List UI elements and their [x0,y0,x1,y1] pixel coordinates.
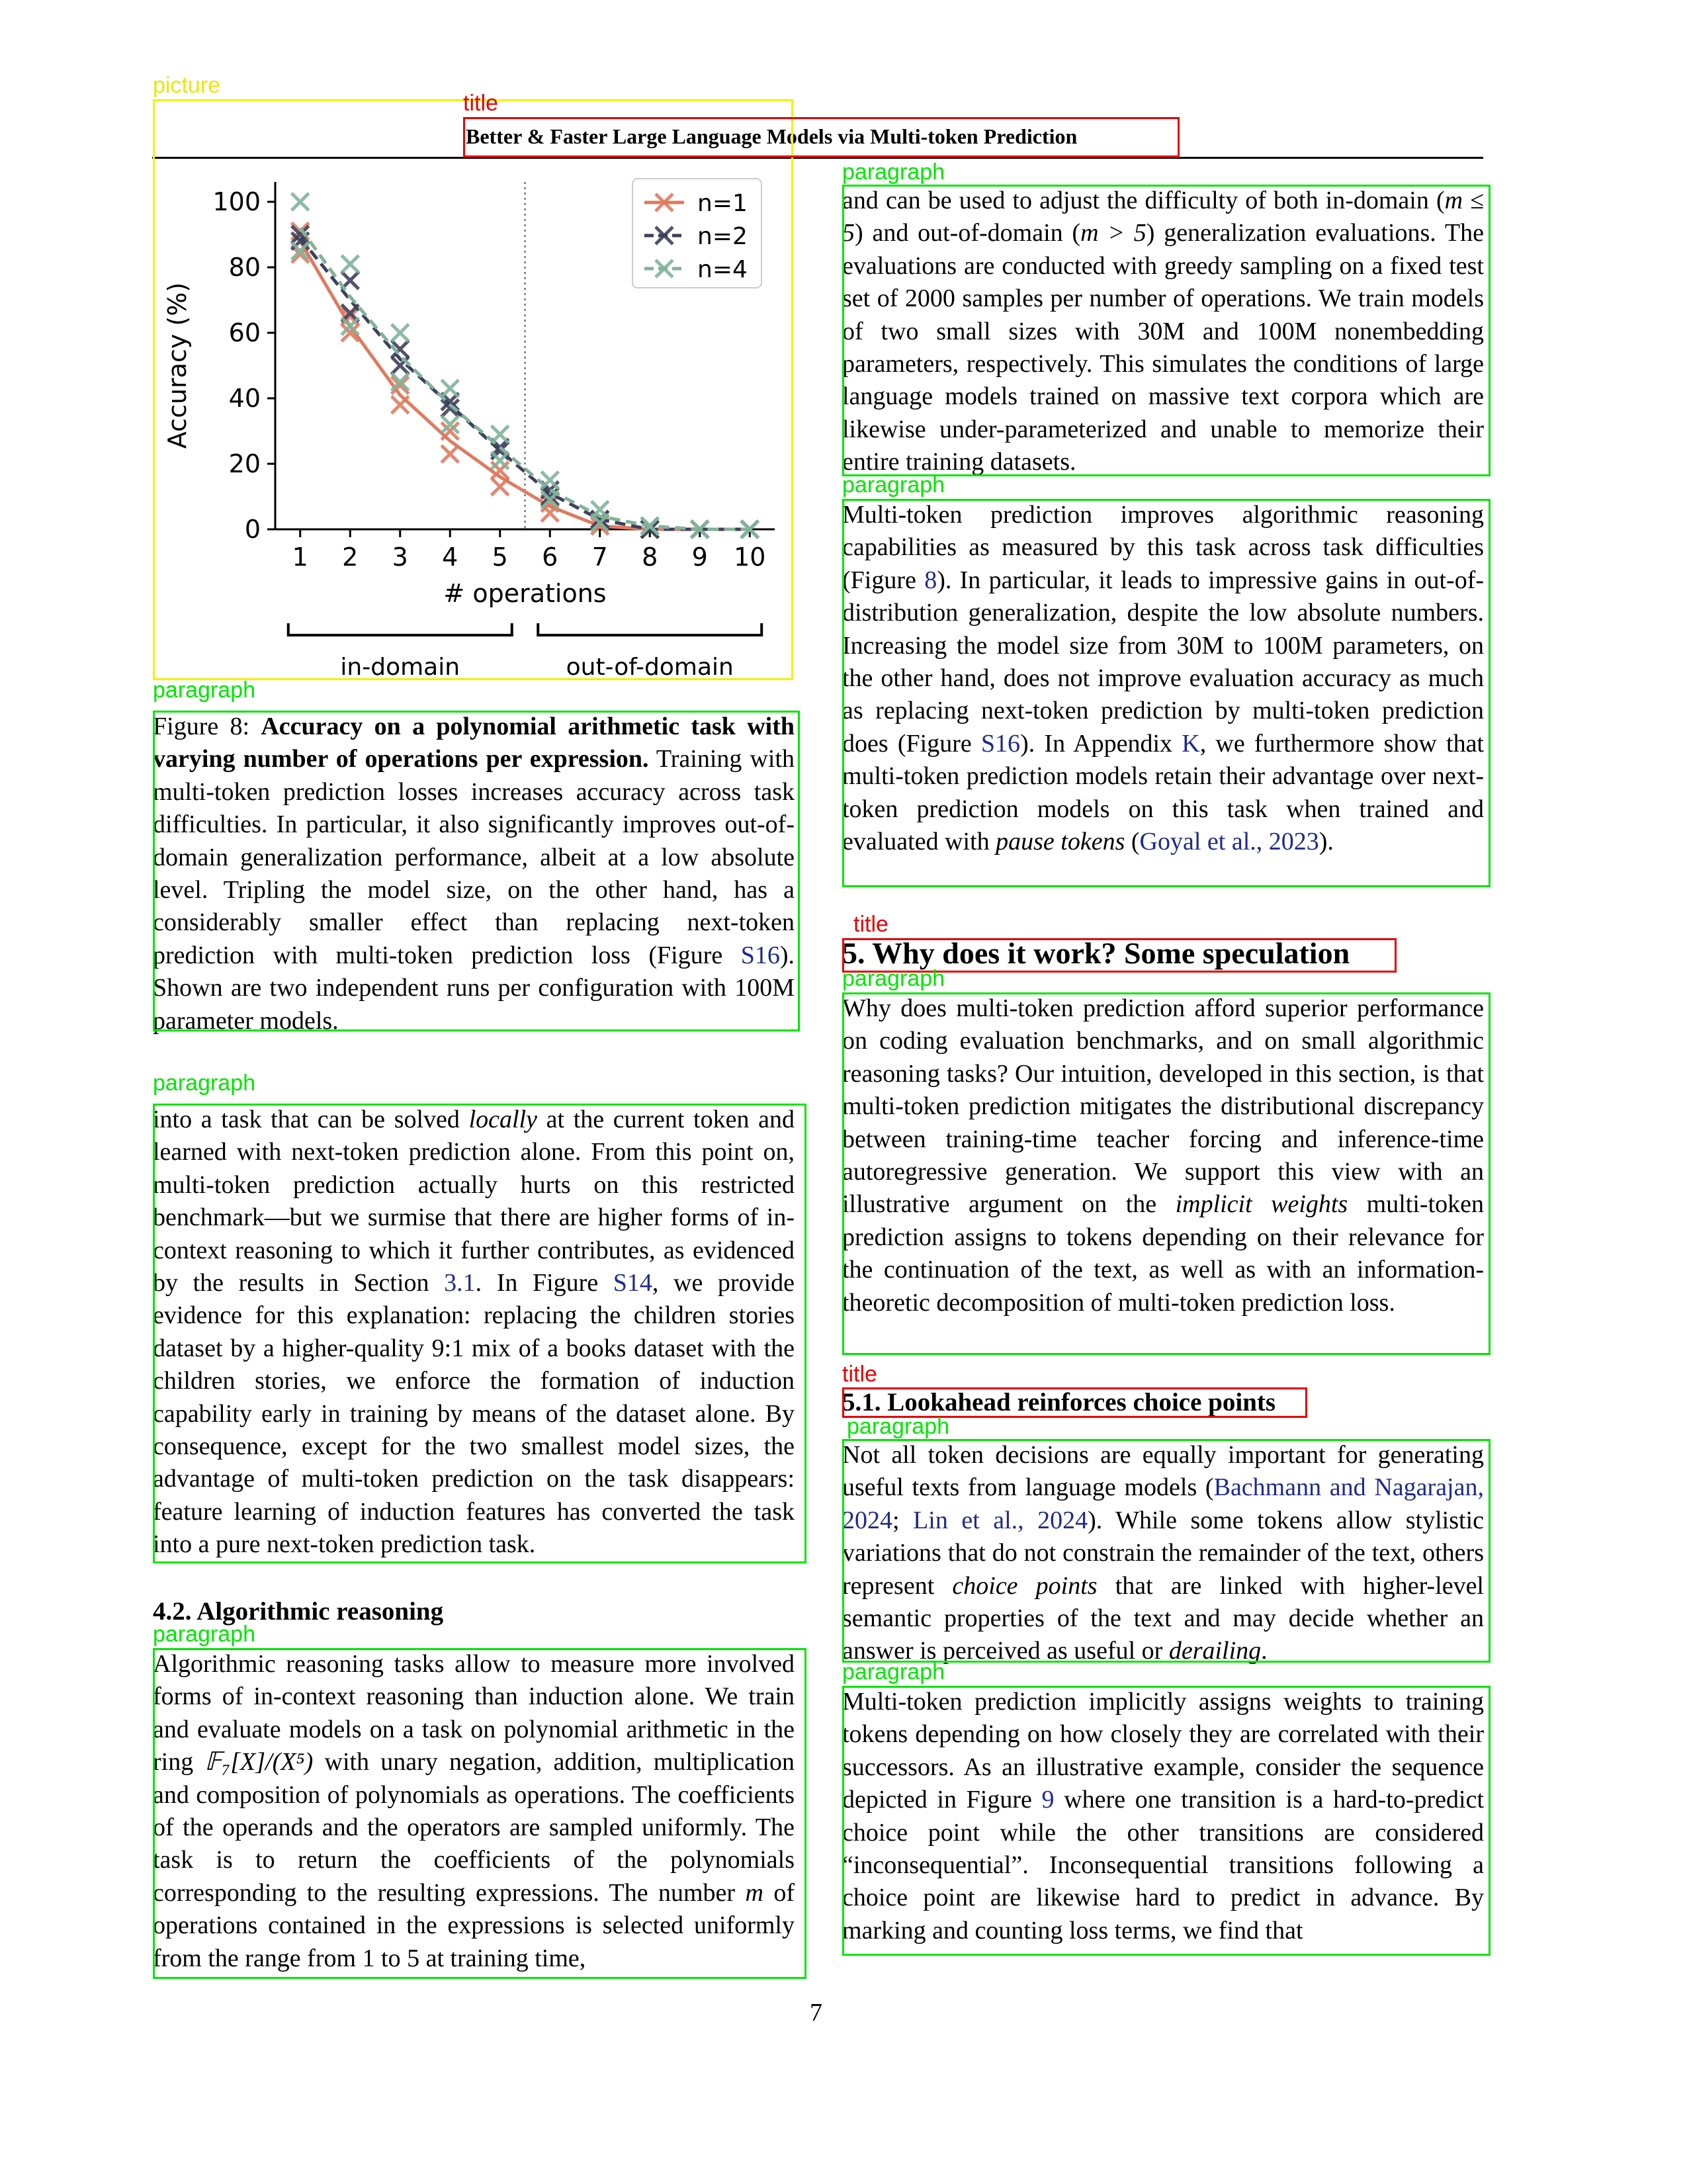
math-m: m [745,1878,763,1907]
text-run: with unary negation, addition, multiplication and composition of polynomials as operations. The coefficients of the operands and the operators are sampled uniformly. The task is to return the coefficients of the polynomials corresponding to the resulting expressions. The number [153,1748,795,1907]
legend-label-n=4: n=4 [697,256,748,283]
caption-text-2: ). Shown are two independent runs per configuration with 100M parameter models. [153,941,795,1035]
figure-8-link[interactable]: 8 [924,566,937,594]
text-run: into a task that can be solved [153,1106,469,1133]
paragraph-annotation-label: paragraph [153,1070,256,1096]
text-run: Multi-token prediction implicitly assigns weights to training tokens depending on how closely they are correlated with their successors. As an illustrative example, consider the sequence depicted in Figure [842,1688,1484,1814]
text-run: where one transition is a hard-to-predict choice point while the other transitions are considered “inconsequential”. Inconsequential transitions following a choice point are likewise hard to predict in advance. By marking and counting loss terms, we find that [842,1786,1484,1944]
math-out-of-domain: m > 5 [1080,219,1146,247]
section-3-1-link[interactable]: 3.1 [444,1269,476,1297]
italic-run: derailing [1168,1637,1262,1665]
paragraph-annotation-box [153,711,800,1031]
x-tick-label: 4 [442,543,458,572]
caption-label: Figure 8: [153,713,261,740]
running-header-title: Better & Faster Large Language Models via Multi-token Prediction [466,124,1078,148]
text-run: . [1261,1637,1268,1665]
goyal-citation-link[interactable]: Goyal et al., 2023 [1139,828,1319,856]
x-tick-label: 2 [342,543,359,572]
x-axis-label: # operations [443,579,607,608]
italic-run: implicit weights [1175,1190,1348,1219]
caption-bold: Accuracy on a polynomial arithmetic task with varying number of operations per expression. [153,713,795,773]
x-tick-label: 5 [492,543,508,572]
figure-s16-link[interactable]: S16 [980,729,1021,758]
title-annotation-label: title [463,91,498,116]
out-of-domain-label: out-of-domain [566,654,734,680]
paragraph-annotation-box [842,1439,1491,1663]
paragraph-annotation-box [842,992,1491,1355]
legend-label-n=1: n=1 [697,190,748,217]
text-run: Why does multi-token prediction afford superior performance on coding evaluation benchmarks, and on small algorithmic reasoning tasks? Our intuition, developed in this section, is that multi-token prediction mitigates the distributional discrepancy between training-time teacher forcing and inference-time autoregressive generation. We support this view with an illustrative argument on the [842,994,1484,1219]
picture-annotation-label: picture [153,73,221,98]
x-tick-label: 3 [392,543,408,572]
italic-run: choice points [952,1571,1098,1600]
y-tick-label: 60 [228,318,261,347]
text-run: at the current token and learned with next-token prediction alone. From this point on, multi-token prediction actually hurts on this restricted benchmark—but we surmise that there are higher forms of in-context reasoning to which it further contributes, as evidenced by the results in Section [153,1106,795,1297]
paragraph-annotation-label: paragraph [153,1622,256,1647]
title-annotation-label: title [842,1362,877,1387]
x-tick-label: 6 [542,543,558,572]
appendix-k-link[interactable]: K [1182,729,1200,758]
text-run: , we furthermore show that multi-token prediction models retain their advantage over next-token prediction models on this task when trained and evaluated with [842,729,1484,856]
text-run: ). In particular, it leads to impressive gains in out-of-distribution generalization, despite the low absolute numbers. Increasing the model size from 30M to 100M parameters, on the other hand, does not improve evaluation accuracy as much as replacing next-token prediction by multi-token prediction does (Figure [842,566,1485,758]
text-run: of operations contained in the expressions is selected uniformly from the range from 1 to 5 at training time, [153,1878,795,1972]
caption-text-1: Training with multi-token prediction losses increases accuracy across task difficulties. In particular, it also significantly improves out-of-domain generalization performance, albeit at a low absolute level. Tripling the model size, on the other hand, has a considerably smaller effect than replacing next-token prediction with multi-token prediction loss (Figure [153,745,795,969]
y-tick-label: 80 [228,253,261,282]
text-run: , we provide evidence for this explanation: replacing the children stories dataset by a higher-quality 9:1 mix of a books dataset with the children stories, we enforce the formation of induction capability early in training by means of the dataset alone. By consequence, except for the two smallest model sizes, the advantage of multi-token prediction on the task disappears: feature learning of induction features has converted the task into a pure next-token prediction task. [153,1269,795,1559]
math-ring: 𝔽₇[X]/(X⁵) [204,1748,314,1776]
figure-s14-link[interactable]: S14 [613,1269,652,1297]
text-run: Algorithmic reasoning tasks allow to measure more involved forms of in-context reasoning than induction alone. We train and evaluate models on a task on polynomial arithmetic in the ring [153,1650,795,1776]
section-5-1-title: 5.1. Lookahead reinforces choice points [842,1388,1276,1417]
picture-annotation-box [153,99,793,680]
paragraph-annotation-box [842,185,1491,476]
paragraph-annotation-label: paragraph [842,1659,945,1684]
title-annotation-box [463,117,1180,157]
paragraph-annotation-box [153,1104,806,1563]
text-run: and can be used to adjust the difficulty of both in-domain ( [842,187,1445,214]
legend-label-n=2: n=2 [697,223,748,250]
paragraph-annotation-label: paragraph [847,1414,950,1439]
text-run: ) generalization evaluations. The evaluations are conducted with greedy sampling on a fixed test set of 2000 samples per number of operations. We train models of two small sizes with 30M and 100M nonembedding parameters, respectively. This simulates the conditions of large language models trained on massive text corpora which are likewise under-parameterized and unable to memorize their entire training datasets. [842,219,1484,476]
text-run: Multi-token prediction improves algorithmic reasoning capabilities as measured by this task across task difficulties (Figure [842,501,1484,594]
text-run: ; [892,1506,914,1534]
text-run: ) and out-of-domain ( [855,219,1081,247]
math-in-domain: m ≤ 5 [842,187,1484,247]
x-tick-label: 10 [734,543,766,572]
y-tick-label: 20 [228,449,261,478]
paragraph-annotation-box [153,1648,806,1979]
paragraph-annotation-label: paragraph [842,159,945,185]
figure-9-link[interactable]: 9 [1041,1786,1055,1814]
section-4-2-title: 4.2. Algorithmic reasoning [153,1597,444,1626]
text-run: multi-token prediction assigns to tokens depending on their relevance for the continuation of the text, as well as with an information-theoretic decomposition of multi-token prediction loss. [842,1190,1484,1317]
lin-citation-link[interactable]: Lin et al., 2024 [913,1506,1088,1534]
text-run: ). In Appendix [1020,729,1182,758]
paragraph-annotation-label: paragraph [842,966,945,991]
x-tick-label: 9 [691,543,708,572]
text-run: Not all token decisions are equally important for generating useful texts from language models ( [842,1441,1484,1502]
bachmann-citation-link[interactable]: Bachmann and Nagarajan, 2024 [842,1473,1484,1534]
x-tick-label: 1 [292,543,308,572]
paragraph-annotation-label: paragraph [842,472,945,498]
y-axis-label: Accuracy (%) [163,282,192,449]
paragraph-annotation-box [842,1686,1491,1956]
x-tick-label: 8 [642,543,658,572]
text-run: that are linked with higher-level semantic properties of the text and may decide whether an answer is perceived as useful or [842,1571,1484,1665]
y-tick-label: 0 [244,515,261,544]
text-run: . In Figure [475,1269,613,1297]
italic-run: locally [468,1106,537,1133]
section-5-title: 5. Why does it work? Some speculation [842,936,1350,970]
paragraph-annotation-label: paragraph [153,677,256,703]
x-tick-label: 7 [591,543,608,572]
page-number: 7 [810,1999,822,2027]
y-tick-label: 40 [228,384,261,413]
italic-run: pause tokens [996,828,1125,856]
title-annotation-label: title [853,912,888,937]
text-run: ). [1319,828,1334,856]
y-tick-label: 100 [212,187,261,216]
text-run: ( [1125,828,1140,856]
figure-s16-link[interactable]: S16 [740,941,780,969]
paragraph-annotation-box [842,499,1491,887]
text-run: ). While some tokens allow stylistic variations that do not constrain the remainder of the text, others represent [842,1506,1484,1600]
in-domain-label: in-domain [340,654,460,680]
